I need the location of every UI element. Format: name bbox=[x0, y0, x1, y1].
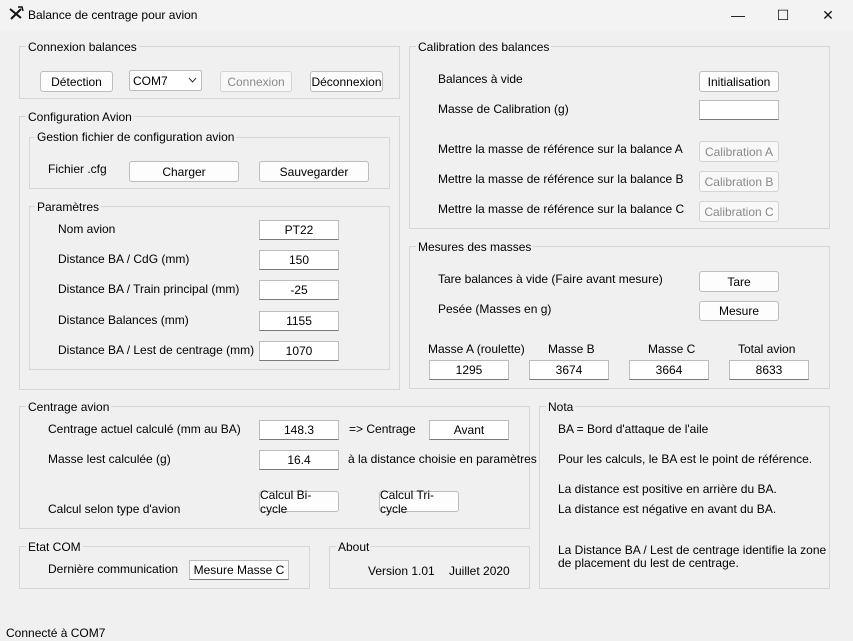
ref-b-label: Mettre la masse de référence sur la balance B bbox=[438, 172, 684, 186]
total-avion-field[interactable]: 8633 bbox=[729, 360, 809, 380]
file-label: Fichier .cfg bbox=[48, 162, 107, 176]
type-avion-label: Calcul selon type d'avion bbox=[48, 502, 181, 516]
balances-vide-label: Balances à vide bbox=[438, 72, 523, 86]
airplane-icon bbox=[8, 6, 24, 22]
derniere-communication-field[interactable]: Mesure Masse C bbox=[189, 560, 289, 580]
version-label: Version 1.01 bbox=[368, 564, 435, 578]
mesure-button[interactable]: Mesure bbox=[699, 301, 779, 321]
nota-group-label: Nota bbox=[548, 400, 574, 414]
connexion-button[interactable]: Connexion bbox=[220, 71, 292, 92]
charger-button[interactable]: Charger bbox=[129, 161, 239, 182]
mesures-group-label: Mesures des masses bbox=[418, 240, 532, 254]
configuration-group-label: Configuration Avion bbox=[28, 110, 132, 124]
calcul-bicycle-button[interactable]: Calcul Bi-cycle bbox=[259, 491, 339, 512]
nota-line: BA = Bord d'attaque de l'aile bbox=[558, 422, 709, 436]
maximize-button[interactable]: ☐ bbox=[776, 6, 790, 23]
calibration-group-label: Calibration des balances bbox=[418, 40, 550, 54]
lest-note-label: à la distance choisie en paramètres bbox=[348, 452, 537, 466]
centrage-position-field[interactable]: Avant bbox=[429, 420, 509, 440]
nom-avion-field[interactable]: PT22 bbox=[259, 220, 339, 240]
param-label: Distance BA / Lest de centrage (mm) bbox=[58, 343, 255, 357]
calibration-a-button[interactable]: Calibration A bbox=[699, 141, 779, 162]
nota-line: La distance est négative en avant du BA. bbox=[558, 502, 777, 516]
masse-lest-label: Masse lest calculée (g) bbox=[48, 452, 171, 466]
tare-label: Tare balances à vide (Faire avant mesure) bbox=[438, 272, 663, 286]
date-label: Juillet 2020 bbox=[449, 564, 510, 578]
distance-lest-field[interactable]: 1070 bbox=[259, 341, 339, 361]
minimize-button[interactable]: — bbox=[731, 7, 745, 23]
title-bar bbox=[0, 0, 853, 30]
sauvegarder-button[interactable]: Sauvegarder bbox=[259, 161, 369, 182]
param-label: Distance BA / CdG (mm) bbox=[58, 252, 190, 266]
calcul-tricycle-button[interactable]: Calcul Tri-cycle bbox=[379, 491, 459, 512]
etat-com-group-label: Etat COM bbox=[28, 540, 81, 554]
total-avion-label: Total avion bbox=[738, 342, 796, 356]
nota-line: La Distance BA / Lest de centrage identifie la zone bbox=[558, 543, 827, 557]
deconnexion-button[interactable]: Déconnexion bbox=[310, 71, 383, 92]
masse-calibration-label: Masse de Calibration (g) bbox=[438, 102, 569, 116]
tare-button[interactable]: Tare bbox=[699, 271, 779, 292]
masse-b-field[interactable]: 3674 bbox=[529, 360, 609, 380]
status-bar bbox=[0, 624, 853, 641]
port-select-value: COM7 bbox=[133, 73, 168, 88]
calibration-c-button[interactable]: Calibration C bbox=[699, 201, 779, 222]
initialisation-button[interactable]: Initialisation bbox=[699, 71, 779, 92]
file-group-label: Gestion fichier de configuration avion bbox=[37, 130, 235, 144]
window-title: Balance de centrage pour avion bbox=[28, 8, 198, 22]
distance-cdg-field[interactable]: 150 bbox=[259, 250, 339, 270]
close-button[interactable]: ✕ bbox=[822, 6, 834, 23]
status-text: Connecté à COM7 bbox=[6, 626, 106, 640]
pesee-label: Pesée (Masses en g) bbox=[438, 302, 552, 316]
masse-a-label: Masse A (roulette) bbox=[428, 342, 525, 356]
nota-line: Pour les calculs, le BA est le point de référence. bbox=[558, 452, 813, 466]
param-label: Distance Balances (mm) bbox=[58, 313, 189, 327]
param-label: Nom avion bbox=[58, 222, 116, 236]
masse-lest-field[interactable]: 16.4 bbox=[259, 450, 339, 470]
masse-b-label: Masse B bbox=[548, 342, 595, 356]
distance-balances-field[interactable]: 1155 bbox=[259, 311, 339, 331]
centrage-arrow-label: => Centrage bbox=[349, 422, 416, 436]
param-label: Distance BA / Train principal (mm) bbox=[58, 282, 240, 296]
chevron-down-icon bbox=[188, 77, 197, 83]
about-group-label: About bbox=[338, 540, 370, 554]
connexion-group-label: Connexion balances bbox=[28, 40, 137, 54]
masse-c-field[interactable]: 3664 bbox=[629, 360, 709, 380]
ref-a-label: Mettre la masse de référence sur la balance A bbox=[438, 142, 683, 156]
masse-a-field[interactable]: 1295 bbox=[429, 360, 509, 380]
centrage-group-label: Centrage avion bbox=[28, 400, 110, 414]
centrage-actuel-field[interactable]: 148.3 bbox=[259, 420, 339, 440]
ref-c-label: Mettre la masse de référence sur la balance C bbox=[438, 202, 685, 216]
masse-c-label: Masse C bbox=[648, 342, 696, 356]
nota-line: La distance est positive en arrière du BA. bbox=[558, 482, 777, 496]
centrage-actuel-label: Centrage actuel calculé (mm au BA) bbox=[48, 422, 241, 436]
nota-line: de placement du lest de centrage. bbox=[558, 556, 739, 570]
parametres-group-label: Paramètres bbox=[37, 200, 100, 214]
detection-button[interactable]: Détection bbox=[40, 71, 113, 92]
masse-calibration-field[interactable] bbox=[699, 100, 779, 120]
derniere-communication-label: Dernière communication bbox=[48, 562, 179, 576]
distance-train-field[interactable]: -25 bbox=[259, 280, 339, 300]
calibration-b-button[interactable]: Calibration B bbox=[699, 171, 779, 192]
port-select[interactable] bbox=[129, 70, 202, 91]
